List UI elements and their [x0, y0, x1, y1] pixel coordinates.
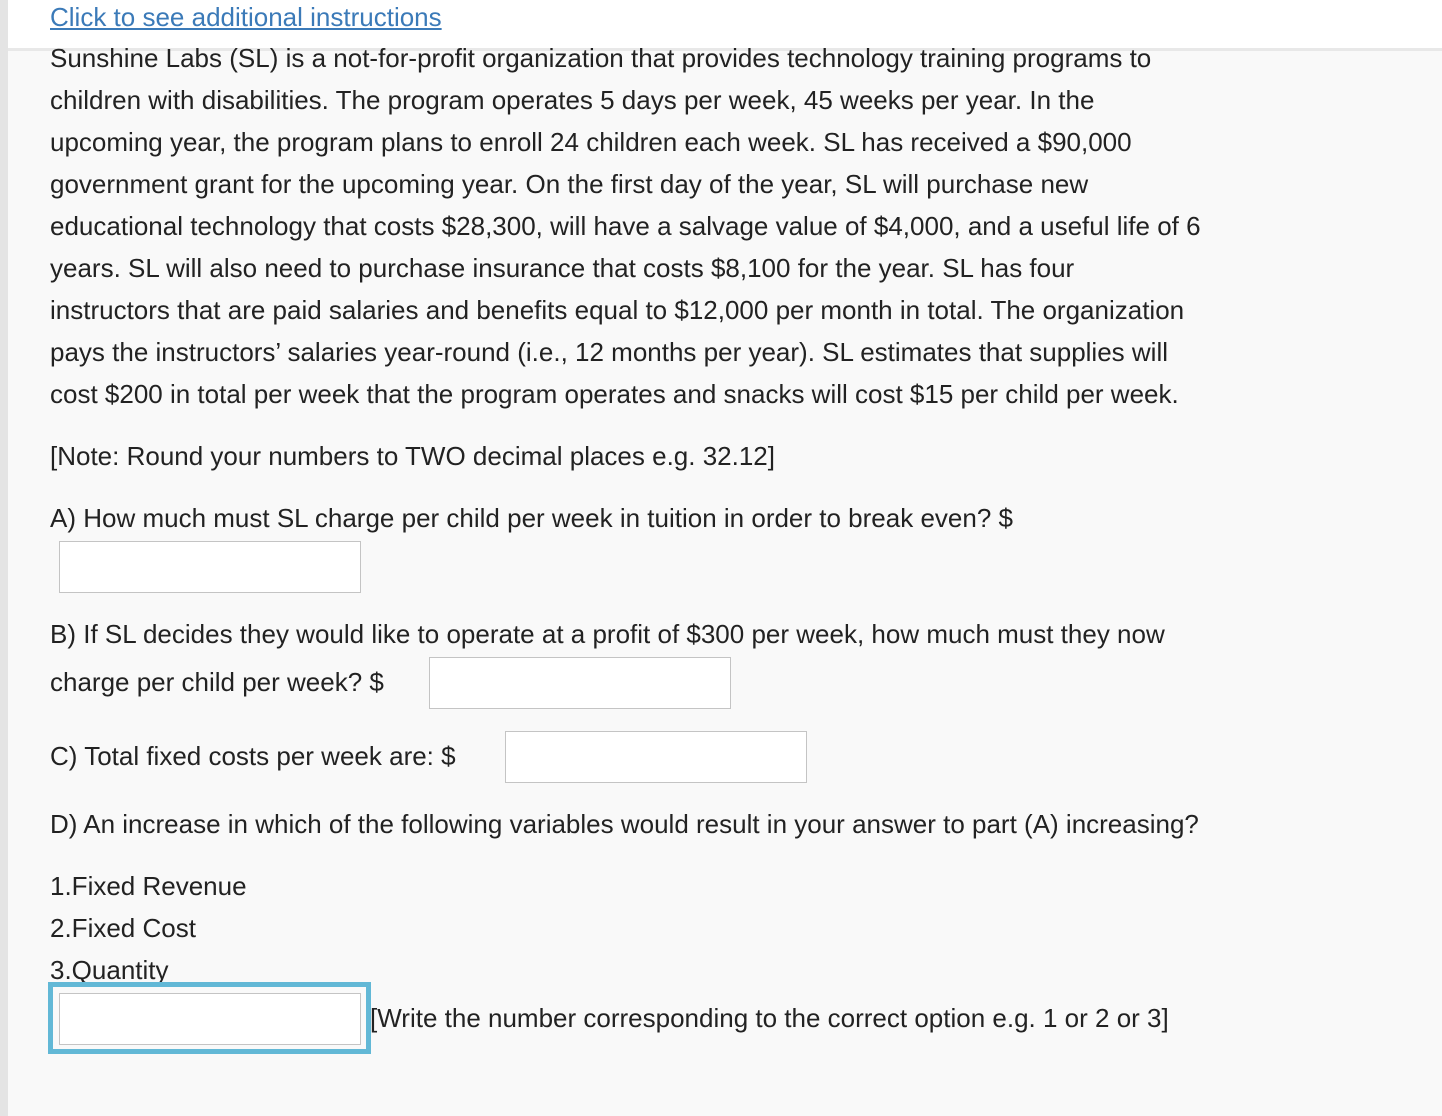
problem-line: pays the instructors’ salaries year-round (i.e., 12 months per year). SL estimates that supplies will: [50, 337, 1168, 367]
question-d: D) An increase in which of the following variables would result in your answer to part (A) increasing?: [50, 809, 1199, 839]
problem-line: years. SL will also need to purchase insurance that costs $8,100 for the year. SL has four: [50, 253, 1075, 283]
answer-d-input[interactable]: [59, 993, 361, 1045]
option-2: 2.Fixed Cost: [50, 913, 196, 943]
question-c: C) Total fixed costs per week are: $: [50, 741, 456, 771]
answer-c-input[interactable]: [505, 731, 807, 783]
problem-line: government grant for the upcoming year. On the first day of the year, SL will purchase new: [50, 169, 1089, 199]
answer-d-hint: [Write the number corresponding to the correct option e.g. 1 or 2 or 3]: [370, 1003, 1169, 1033]
answer-b-input[interactable]: [429, 657, 731, 709]
option-1: 1.Fixed Revenue: [50, 871, 247, 901]
left-border: [0, 0, 8, 1116]
question-b: B) If SL decides they would like to operate at a profit of $300 per week, how much must they now: [50, 619, 1165, 649]
option-3: 3.Quantity: [50, 955, 169, 985]
problem-line: Sunshine Labs (SL) is a not-for-profit organization that provides technology training programs to: [50, 43, 1152, 73]
rounding-note: [Note: Round your numbers to TWO decimal places e.g. 32.12]: [50, 441, 775, 471]
problem-line: educational technology that costs $28,300, will have a salvage value of $4,000, and a useful life of 6: [50, 211, 1201, 241]
problem-line: cost $200 in total per week that the program operates and snacks will cost $15 per child per week.: [50, 379, 1179, 409]
question-a: A) How much must SL charge per child per week in tuition in order to break even? $: [50, 503, 1013, 533]
answer-a-input[interactable]: [59, 541, 361, 593]
problem-line: children with disabilities. The program operates 5 days per week, 45 weeks per year. In the: [50, 85, 1095, 115]
problem-line: instructors that are paid salaries and benefits equal to $12,000 per month in total. The organization: [50, 295, 1185, 325]
problem-line: upcoming year, the program plans to enroll 24 children each week. SL has received a $90,000: [50, 127, 1132, 157]
additional-instructions-link[interactable]: Click to see additional instructions: [50, 2, 442, 32]
question-b-cont: charge per child per week? $: [50, 667, 384, 697]
